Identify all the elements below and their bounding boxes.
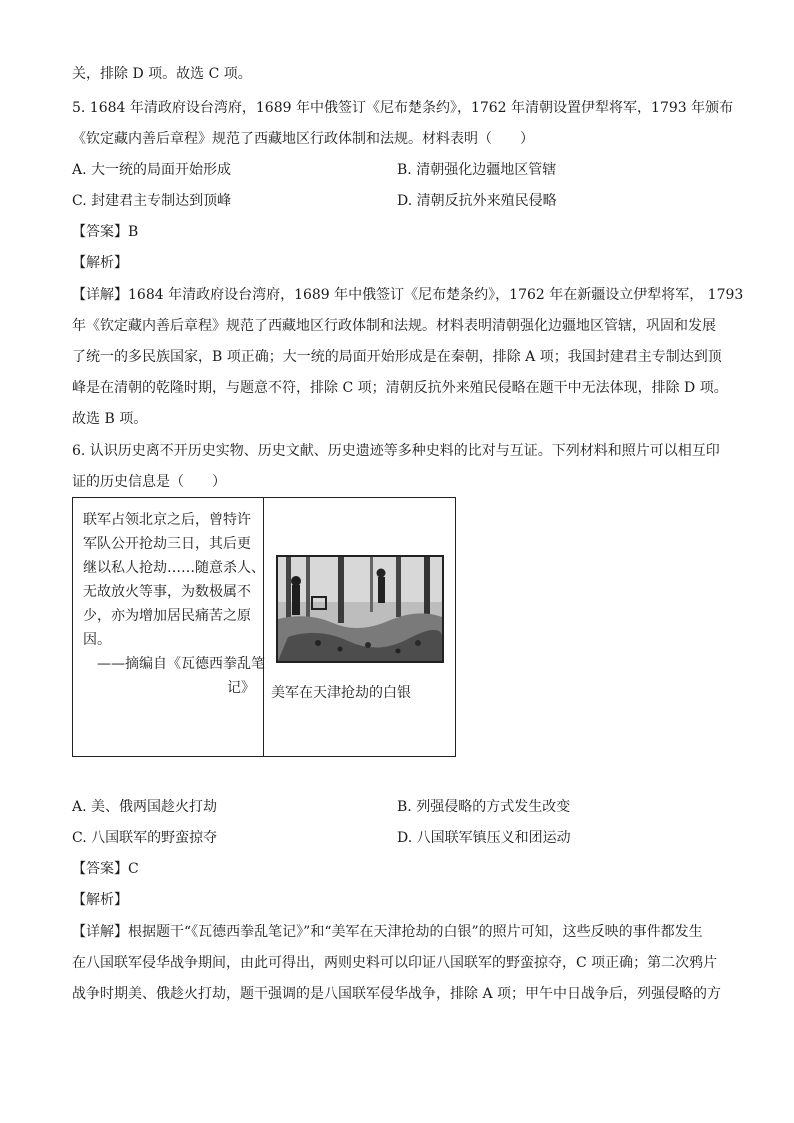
q6-detail-line: 战争时期美、俄趁火打劫，题干强调的是八国联军侵华战争，排除 A 项；甲午中日战争后，列强侵略的方 xyxy=(72,986,722,1002)
q5-option-a: A. 大一统的局面开始形成 xyxy=(72,162,232,178)
table-divider xyxy=(263,498,264,756)
q5-detail-line: 了统一的多民族国家，B 项正确；大一统的局面开始形成是在秦朝，排除 A 项；我国封建君主专制达到顶 xyxy=(72,349,722,365)
photo-caption: 美军在天津抢劫的白银 xyxy=(271,685,411,701)
text-line: 关，排除 D 项。故选 C 项。 xyxy=(72,66,252,82)
question-5-stem: 5. 1684 年清政府设台湾府，1689 年中俄签订《尼布楚条约》，1762 年清朝设置伊犁将军，1793 年颁布 xyxy=(72,100,734,116)
material-text xyxy=(83,508,265,700)
q6-detail-line: 【详解】根据题干“《瓦德西拳乱笔记》”和“美军在天津抢劫的白银”的照片可知，这些反映的事件都发生 xyxy=(72,924,703,940)
material-line: 无故放火等事，为数极属不 xyxy=(83,584,251,600)
q5-detail-line: 【详解】1684 年清政府设台湾府，1689 年中俄签订《尼布楚条约》，1762 年在新疆设立伊犁将军， 1793 xyxy=(72,287,744,303)
historical-photo xyxy=(276,555,444,663)
q5-answer: 【答案】B xyxy=(72,224,139,240)
question-6-stem: 6. 认识历史离不开历史实物、历史文献、历史遗迹等多种史料的比对与互证。下列材料和照片可以相互印 xyxy=(72,443,720,459)
material-line: 继以私人抢劫……随意杀人、 xyxy=(83,560,265,576)
q5-option-d: D. 清朝反抗外来殖民侵略 xyxy=(397,193,557,209)
q5-analysis-label: 【解析】 xyxy=(72,255,128,271)
q6-option-c: C. 八国联军的野蛮掠夺 xyxy=(72,830,218,846)
q5-detail-line: 峰是在清朝的乾隆时期，与题意不符，排除 C 项；清朝反抗外来殖民侵略在题干中无法体现，排除 D 项。 xyxy=(72,380,728,396)
q6-answer: 【答案】C xyxy=(72,861,139,877)
question-5-stem-cont: 《钦定藏内善后章程》规范了西藏地区行政体制和法规。材料表明（ ） xyxy=(72,131,534,147)
q6-analysis-label: 【解析】 xyxy=(72,892,128,908)
material-line: 少，亦为增加居民痛苦之原 xyxy=(83,608,251,624)
question-6-stem-cont: 证的历史信息是（ ） xyxy=(72,474,226,490)
q5-option-b: B. 清朝强化边疆地区管辖 xyxy=(397,162,557,178)
q5-option-c: C. 封建君主专制达到顶峰 xyxy=(72,193,232,209)
q5-detail-line: 年《钦定藏内善后章程》规范了西藏地区行政体制和法规。材料表明清朝强化边疆地区管辖，巩固和发展 xyxy=(72,318,716,334)
q6-option-d: D. 八国联军镇压义和团运动 xyxy=(397,830,571,846)
material-line: 因。 xyxy=(83,632,111,648)
q6-detail-line: 在八国联军侵华战争期间，由此可得出，两则史料可以印证八国联军的野蛮掠夺，C 项正确；第二次鸦片 xyxy=(72,955,718,971)
material-line: 记》 xyxy=(227,680,255,696)
material-line: 军队公开抢劫三日，其后更 xyxy=(83,536,251,552)
material-line: ——摘编自《瓦德西拳乱笔 xyxy=(83,656,265,672)
q6-option-b: B. 列强侵略的方式发生改变 xyxy=(397,799,571,815)
q5-detail-line: 故选 B 项。 xyxy=(72,411,148,427)
q6-option-a: A. 美、俄两国趁火打劫 xyxy=(72,799,218,815)
material-table xyxy=(72,497,456,757)
material-line: 联军占领北京之后，曾特许 xyxy=(83,512,251,528)
